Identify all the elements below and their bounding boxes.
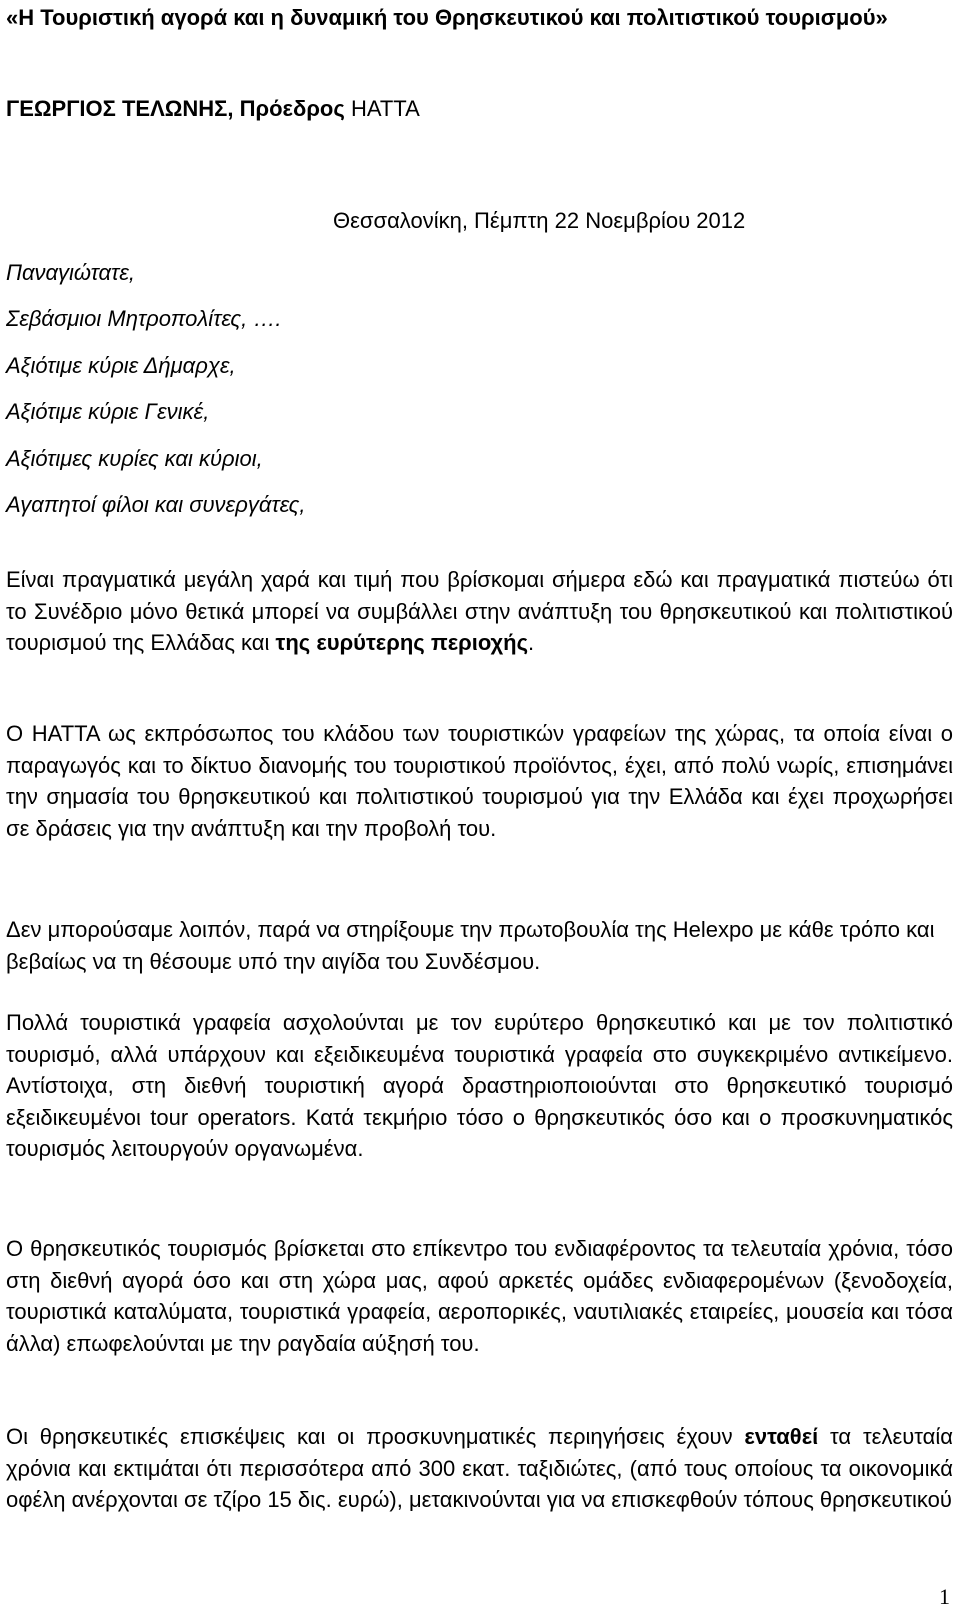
author-organization: ΗΑΤΤΑ (350, 96, 420, 121)
salutation-line: Σεβάσμιοι Μητροπολίτες, …. (6, 306, 282, 332)
paragraph-pilgrimages (6, 1421, 953, 1516)
salutation-line: Αγαπητοί φίλοι και συνεργάτες, (6, 492, 306, 518)
paragraph-helexpo-support: Δεν μπορούσαμε λοιπόν, παρά να στηρίξουμε την πρωτοβουλία της Helexpo με κάθε τρόπο και βεβαίως να τη θέσουμε υπό την αιγίδα του Συνδέσμου. (6, 917, 935, 974)
paragraph-opening (6, 564, 953, 659)
paragraph-text: Είναι πραγματικά μεγάλη χαρά και τιμή που βρίσκομαι σήμερα εδώ και πραγματικά πιστεύω ότι το Συνέδριο μόνο θετικά μπορεί να συμβάλλει στην ανάπτυξη του θρησκευτικού και πολιτιστικού τουρισμού της Ελλάδας και (6, 567, 953, 655)
salutation-line: Αξιότιμε κύριε Γενικέ, (6, 399, 210, 425)
date-line: Θεσσαλονίκη, Πέμπτη 22 Νοεμβρίου 2012 (333, 208, 746, 233)
paragraph-text: τα τελευταία χρόνια και εκτιμάται ότι περισσότερα από 300 εκατ. ταξιδιώτες, (από τους οποίους τα οικονομικά οφέλη ανέρχονται σε τζίρο 15 δις. ευρώ), μετακινούνται για να επισκεφθούν τόπους θρησκευτικού (6, 1424, 953, 1512)
paragraph-travel-agencies: Πολλά τουριστικά γραφεία ασχολούνται με τον ευρύτερο θρησκευτικό και με τον πολιτιστικό τουρισμό, αλλά υπάρχουν και εξειδικευμένα τουριστικά γραφεία στο συγκεκριμένο αντικείμενο. Αντίστοιχα, στη διεθνή τουριστική αγορά δραστηριοποιούνται στο θρησκευτικό τουρισμό εξειδικευμένοι tour operators. Κατά τεκμήριο τόσο ο θρησκευτικός όσο και ο προσκυνηματικός τουρισμός λειτουργούν οργανωμένα. (6, 1010, 953, 1161)
emphasis-text: της ευρύτερης περιοχής (275, 630, 529, 655)
page-number: 1 (939, 1584, 950, 1609)
salutation-line: Αξιότιμε κύριε Δήμαρχε, (6, 352, 236, 378)
salutation-line: Παναγιώτατε, (6, 260, 136, 285)
paragraph-hatta-role: Ο ΗΑΤΤΑ ως εκπρόσωπος του κλάδου των τουριστικών γραφείων της χώρας, τα οποία είναι ο παραγωγός και το δίκτυο διανομής του τουριστικού προϊόντος, έχει, από πολύ νωρίς, επισημάνει την σημασία του θρησκευτικού και πολιτιστικού τουρισμού για την Ελλάδα και έχει προχωρήσει σε δράσεις για την ανάπτυξη και την προβολή του. (6, 721, 953, 841)
author-line (6, 94, 420, 124)
paragraph-religious-tourism: Ο θρησκευτικός τουρισμός βρίσκεται στο επίκεντρο του ενδιαφέροντος τα τελευταία χρόνια, τόσο στη διεθνή αγορά όσο και στη χώρα μας, αφού αρκετές ομάδες ενδιαφερομένων (ξενοδοχεία, τουριστικά καταλύματα, τουριστικά γραφεία, αεροπορικές, ναυτιλιακές εταιρείες, μουσεία και τόσα άλλα) επωφελούνται με την ραγδαία αύξησή του. (6, 1236, 953, 1356)
emphasis-text: ενταθεί (744, 1424, 819, 1449)
paragraph-end: . (528, 630, 535, 655)
paragraph-text: Οι θρησκευτικές επισκέψεις και οι προσκυνηματικές περιηγήσεις έχουν (6, 1424, 745, 1449)
salutation-list (6, 250, 306, 528)
salutation-line: Αξιότιμες κυρίες και κύριοι, (6, 445, 263, 471)
author-name: ΓΕΩΡΓΙΟΣ ΤΕΛΩΝΗΣ, Πρόεδρος (6, 96, 345, 121)
document-title: «Η Τουριστική αγορά και η δυναμική του Θρησκευτικού και πολιτιστικού τουρισμού» (6, 5, 888, 30)
